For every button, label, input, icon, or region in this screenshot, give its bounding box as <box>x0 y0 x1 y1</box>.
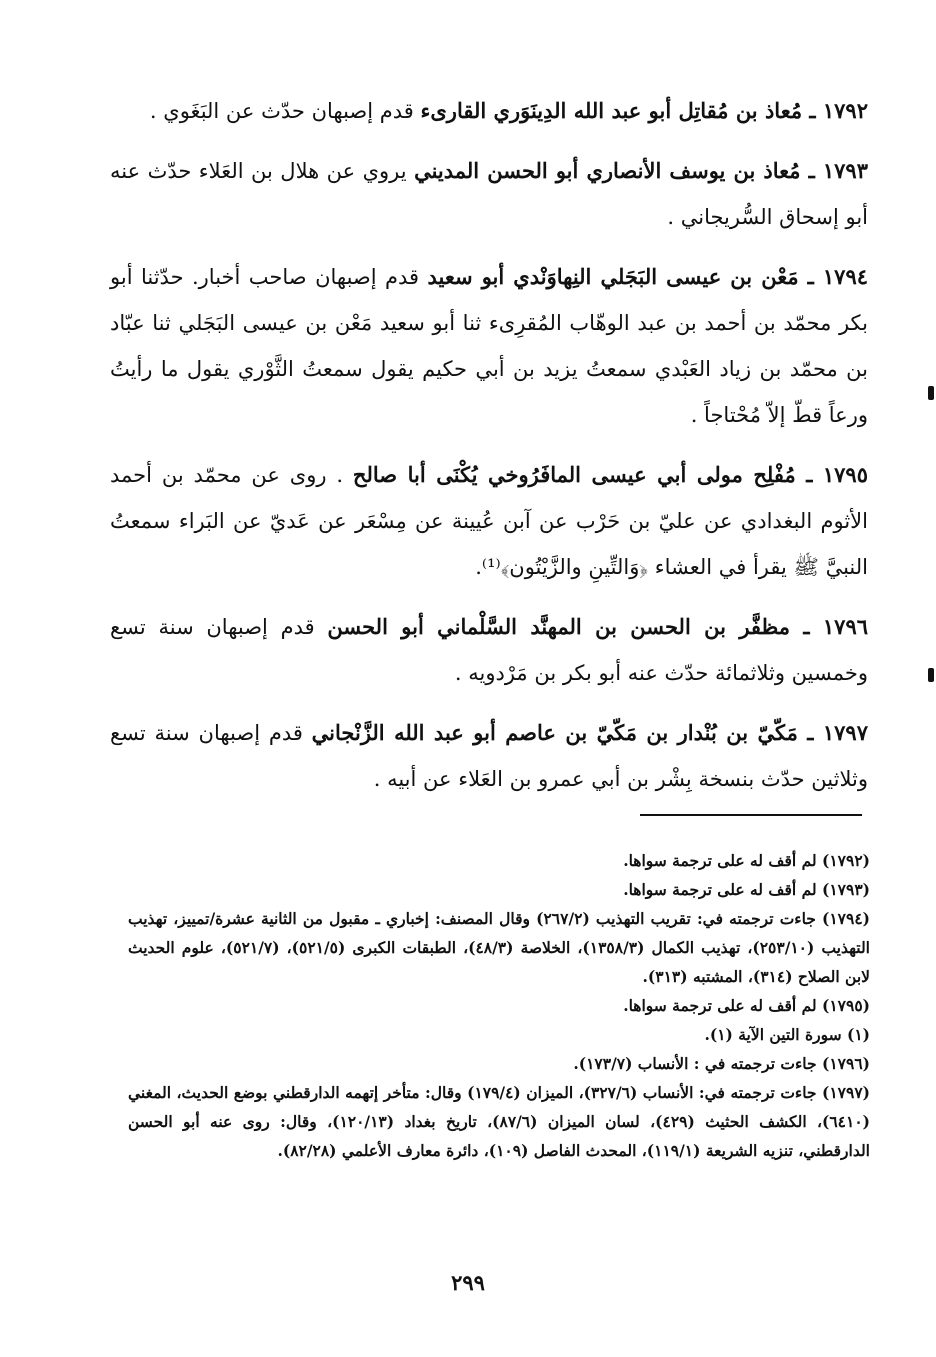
entry-body: قدم إصبهان سنة تسع وخمسين وثلاثمائة حدّث عنه أبو بكر بن مَرْدويه . <box>110 615 868 685</box>
entry-1792 <box>110 88 868 134</box>
footnote-quran-ref: (١) سورة التين الآية (١). <box>704 1025 870 1044</box>
entry-1795 <box>110 452 868 590</box>
entry-body: يروي عن هلال بن العَلاء حدّث عنه أبو إسحاق السُّريجاني . <box>110 159 868 229</box>
footnotes <box>128 846 870 1165</box>
page-number: ٢٩٩ <box>451 1270 485 1295</box>
footnote-1793: (١٧٩٣) لم أقف له على ترجمة سواها. <box>623 880 870 899</box>
entry-body: . روى عن محمّد بن أحمد الأثوم البغدادي عن عليّ بن حَرْب عن آبن عُيينة عن مِسْعَر عن عَديّ عن البَراء سمعتُ النبيَّ ﷺ يقرأ في العشاء ﴿وَالتِّينِ والزَّيْتُون﴾⁽¹⁾. <box>110 463 868 579</box>
footnote-1797: (١٧٩٧) جاءت ترجمته في: الأنساب (٣٢٧/٦)، الميزان (١٧٩/٤) وقال: متأخر إتهمه الدارقطني بوضع الحديث، المغني (٦٤١٠)، الكشف الحثيث (٤٢٩)، لسان الميزان (٨٧/٦)، تاريخ بغداد (١٢٠/١٣)، وقال: روى عنه أبو الحسن الدارقطني، تنزيه الشريعة (١١٩/١)، المحدث الفاصل (١٠٩)، دائرة معارف الأعلمي (٨٢/٢٨). <box>128 1083 870 1160</box>
entry-1796 <box>110 604 868 696</box>
footnote-separator <box>640 814 862 816</box>
scan-edge-mark <box>928 386 934 400</box>
footnote-1794: (١٧٩٤) جاءت ترجمته في: تقريب التهذيب (٢٦٧/٢) وقال المصنف: إخباري ـ مقبول من الثانية عشرة/تمييز، تهذيب التهذيب (٢٥٣/١٠)، تهذيب الكمال (١٣٥٨/٣)، الخلاصة (٤٨/٣)، الطبقات الكبرى (٥٢١/٥)، (٥٢١/٧)، علوم الحديث لابن الصلاح (٣١٤)، المشتبه (٣١٣). <box>128 909 871 986</box>
entry-body: قدم إصبهان صاحب أخبار. حدّثنا أبو بكر محمّد بن أحمد بن عبد الوهّاب المُقرِىء ثنا أبو سعيد مَعْن بن عيسى البَجَلي ثنا عبّاد بن محمّد بن زياد العَبْدي سمعتُ يزيد بن أبي حكيم يقول سمعتُ الثَّوْري يقول ما رأيتُ ورعاً قطّ إلاّ مُحْتاجاً . <box>110 265 868 427</box>
entry-heading: ١٧٩٥ ـ مُفْلِح مولى أبي عيسى المافَرُوخي يُكْنَى أبا صالح <box>352 462 868 487</box>
scan-edge-mark <box>928 668 934 682</box>
entry-heading: ١٧٩٢ ـ مُعاذ بن مُقاتِل أبو عبد الله الدِينَوَري القارىء <box>420 98 868 123</box>
footnote-1792: (١٧٩٢) لم أقف له على ترجمة سواها. <box>623 851 870 870</box>
entry-1793 <box>110 148 868 240</box>
entry-body: قدم إصبهان سنة تسع وثلاثين حدّث بنسخة بِشْر بن أبي عمرو بن العَلاء عن أبيه . <box>110 721 868 791</box>
entry-heading: ١٧٩٤ ـ مَعْن بن عيسى البَجَلي النِهاوَنْدي أبو سعيد <box>427 264 869 289</box>
entry-heading: ١٧٩٦ ـ مظفَّر بن الحسن بن المهنَّد السَّلْماني أبو الحسن <box>327 614 869 639</box>
main-text <box>110 88 868 816</box>
footnote-1796: (١٧٩٦) جاءت ترجمته في : الأنساب (١٧٣/٧). <box>573 1054 870 1073</box>
entry-heading: ١٧٩٧ ـ مَكّيّ بن بُنْدار بن مَكّيّ بن عاصم أبو عبد الله الزَّنْجاني <box>311 720 868 745</box>
entry-body: قدم إصبهان حدّث عن البَغَوي . <box>149 99 421 123</box>
footnote-1795: (١٧٩٥) لم أقف له على ترجمة سواها. <box>623 996 870 1015</box>
entry-heading: ١٧٩٣ ـ مُعاذ بن يوسف الأنصاري أبو الحسن المديني <box>414 158 868 183</box>
entry-1794 <box>110 254 868 438</box>
entry-1797 <box>110 710 868 802</box>
